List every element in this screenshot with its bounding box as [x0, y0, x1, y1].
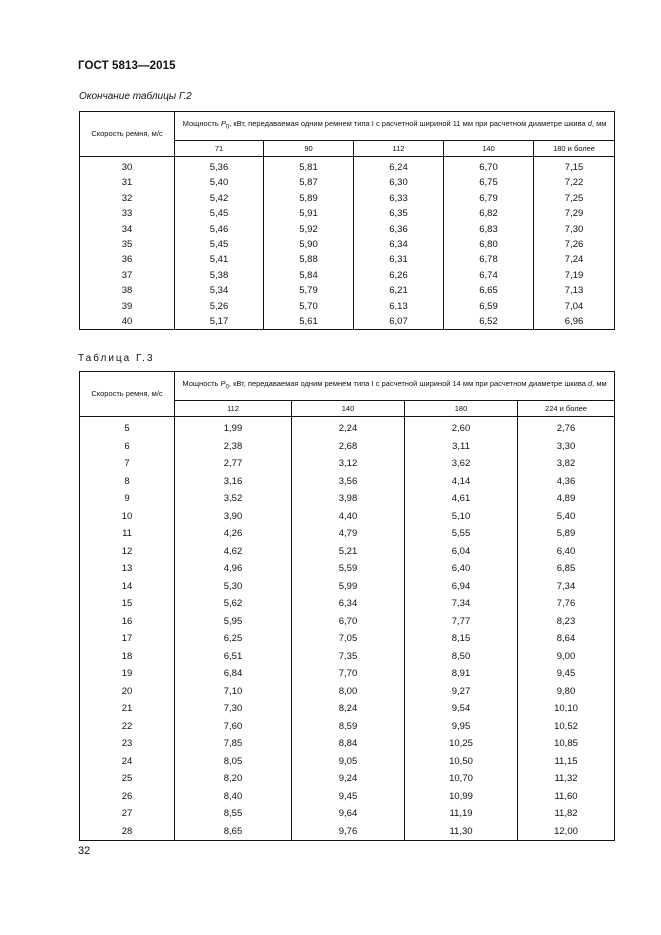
table-row — [80, 206, 615, 221]
power-cell: 6,35 — [354, 206, 444, 221]
power-cell: 10,50 — [405, 753, 518, 771]
diameter-header: 140 — [444, 141, 534, 157]
table-row — [80, 175, 615, 190]
speed-cell: 10 — [80, 508, 175, 526]
power-cell: 10,52 — [518, 718, 615, 736]
power-cell: 7,85 — [175, 735, 292, 753]
power-cell: 5,40 — [518, 508, 615, 526]
power-cell: 5,95 — [175, 613, 292, 631]
table-g3 — [79, 371, 615, 841]
table-row — [80, 268, 615, 283]
power-cell: 7,10 — [175, 683, 292, 701]
speed-cell: 7 — [80, 455, 175, 473]
power-cell: 6,94 — [405, 578, 518, 596]
table-row — [80, 252, 615, 267]
power-cell: 5,99 — [292, 578, 405, 596]
table-row — [80, 222, 615, 237]
speed-cell: 23 — [80, 735, 175, 753]
power-cell: 4,26 — [175, 525, 292, 543]
power-cell: 11,19 — [405, 805, 518, 823]
power-cell: 3,82 — [518, 455, 615, 473]
speed-cell: 9 — [80, 490, 175, 508]
power-cell: 7,70 — [292, 665, 405, 683]
speed-cell: 19 — [80, 665, 175, 683]
power-cell: 6,07 — [354, 314, 444, 330]
power-cell: 5,41 — [175, 252, 264, 267]
table-row — [80, 770, 615, 788]
speed-cell: 26 — [80, 788, 175, 806]
power-cell: 1,99 — [175, 417, 292, 438]
power-cell: 6,51 — [175, 648, 292, 666]
power-cell: 7,34 — [518, 578, 615, 596]
speed-cell: 35 — [80, 237, 175, 252]
power-cell: 2,68 — [292, 438, 405, 456]
speed-cell: 28 — [80, 823, 175, 841]
power-cell: 6,59 — [444, 299, 534, 314]
power-cell: 5,59 — [292, 560, 405, 578]
power-cell: 8,55 — [175, 805, 292, 823]
power-cell: 8,15 — [405, 630, 518, 648]
power-cell: 3,30 — [518, 438, 615, 456]
power-cell: 6,65 — [444, 283, 534, 298]
power-cell: 6,83 — [444, 222, 534, 237]
power-cell: 6,52 — [444, 314, 534, 330]
power-cell: 3,52 — [175, 490, 292, 508]
power-cell: 10,25 — [405, 735, 518, 753]
diameter-header: 112 — [354, 141, 444, 157]
table-row — [80, 237, 615, 252]
speed-cell: 11 — [80, 525, 175, 543]
power-cell: 6,24 — [354, 157, 444, 176]
power-cell: 2,77 — [175, 455, 292, 473]
diameter-header: 90 — [264, 141, 354, 157]
power-cell: 7,04 — [534, 299, 615, 314]
power-cell: 7,15 — [534, 157, 615, 176]
power-cell: 9,45 — [518, 665, 615, 683]
power-cell: 8,40 — [175, 788, 292, 806]
speed-cell: 16 — [80, 613, 175, 631]
power-cell: 6,26 — [354, 268, 444, 283]
speed-cell: 18 — [80, 648, 175, 666]
table-row — [80, 735, 615, 753]
power-cell: 5,30 — [175, 578, 292, 596]
power-cell: 4,96 — [175, 560, 292, 578]
table-row — [80, 578, 615, 596]
power-cell: 2,76 — [518, 417, 615, 438]
table-row — [80, 613, 615, 631]
power-cell: 9,24 — [292, 770, 405, 788]
power-cell: 3,12 — [292, 455, 405, 473]
power-cell: 5,88 — [264, 252, 354, 267]
power-cell: 3,98 — [292, 490, 405, 508]
speed-cell: 37 — [80, 268, 175, 283]
power-cell: 10,70 — [405, 770, 518, 788]
power-cell: 4,36 — [518, 473, 615, 491]
power-cell: 5,42 — [175, 191, 264, 206]
speed-column-header: Скорость ремня, м/с — [80, 372, 175, 417]
diameter-header: 180 — [405, 401, 518, 417]
power-cell: 2,24 — [292, 417, 405, 438]
power-cell: 8,24 — [292, 700, 405, 718]
power-cell: 7,77 — [405, 613, 518, 631]
power-cell: 8,05 — [175, 753, 292, 771]
table-row — [80, 595, 615, 613]
table-row — [80, 700, 615, 718]
power-cell: 6,80 — [444, 237, 534, 252]
power-cell: 10,85 — [518, 735, 615, 753]
power-cell: 5,61 — [264, 314, 354, 330]
speed-cell: 36 — [80, 252, 175, 267]
power-cell: 6,13 — [354, 299, 444, 314]
power-cell: 11,82 — [518, 805, 615, 823]
speed-cell: 6 — [80, 438, 175, 456]
power-cell: 8,84 — [292, 735, 405, 753]
speed-cell: 24 — [80, 753, 175, 771]
power-cell: 3,56 — [292, 473, 405, 491]
power-cell: 8,64 — [518, 630, 615, 648]
power-cell: 9,95 — [405, 718, 518, 736]
power-cell: 5,17 — [175, 314, 264, 330]
power-cell: 9,27 — [405, 683, 518, 701]
power-cell: 5,92 — [264, 222, 354, 237]
power-cell: 11,60 — [518, 788, 615, 806]
power-cell: 10,10 — [518, 700, 615, 718]
power-cell: 5,36 — [175, 157, 264, 176]
diameter-header: 112 — [175, 401, 292, 417]
table-row — [80, 157, 615, 176]
power-cell: 7,60 — [175, 718, 292, 736]
power-cell: 8,20 — [175, 770, 292, 788]
speed-column-header: Скорость ремня, м/с — [80, 112, 175, 157]
diameter-header: 180 и более — [534, 141, 615, 157]
power-cell: 2,38 — [175, 438, 292, 456]
power-cell: 5,26 — [175, 299, 264, 314]
power-cell: 6,96 — [534, 314, 615, 330]
table-row — [80, 788, 615, 806]
power-cell: 11,30 — [405, 823, 518, 841]
power-cell: 4,79 — [292, 525, 405, 543]
power-cell: 9,05 — [292, 753, 405, 771]
power-cell: 5,70 — [264, 299, 354, 314]
table-row — [80, 508, 615, 526]
power-cell: 6,30 — [354, 175, 444, 190]
speed-cell: 34 — [80, 222, 175, 237]
speed-cell: 17 — [80, 630, 175, 648]
table-g2-caption: Окончание таблицы Г.2 — [79, 91, 192, 102]
power-cell: 7,19 — [534, 268, 615, 283]
power-cell: 7,25 — [534, 191, 615, 206]
table-row — [80, 683, 615, 701]
table-g2 — [79, 111, 615, 330]
power-cell: 7,22 — [534, 175, 615, 190]
power-cell: 5,34 — [175, 283, 264, 298]
power-cell: 7,24 — [534, 252, 615, 267]
speed-cell: 8 — [80, 473, 175, 491]
power-cell: 3,62 — [405, 455, 518, 473]
table-row — [80, 805, 615, 823]
table-row — [80, 823, 615, 841]
power-cell: 6,70 — [292, 613, 405, 631]
power-cell: 11,32 — [518, 770, 615, 788]
table-row — [80, 490, 615, 508]
power-cell: 6,40 — [518, 543, 615, 561]
speed-cell: 15 — [80, 595, 175, 613]
power-cell: 9,54 — [405, 700, 518, 718]
power-cell: 7,30 — [534, 222, 615, 237]
table-row — [80, 648, 615, 666]
power-cell: 9,00 — [518, 648, 615, 666]
power-cell: 7,26 — [534, 237, 615, 252]
power-cell: 6,33 — [354, 191, 444, 206]
power-cell: 5,40 — [175, 175, 264, 190]
power-cell: 4,61 — [405, 490, 518, 508]
table-row — [80, 299, 615, 314]
power-cell: 7,34 — [405, 595, 518, 613]
power-cell: 6,04 — [405, 543, 518, 561]
speed-cell: 21 — [80, 700, 175, 718]
table-row — [80, 560, 615, 578]
power-cell: 9,64 — [292, 805, 405, 823]
power-cell: 5,62 — [175, 595, 292, 613]
power-cell: 5,45 — [175, 206, 264, 221]
power-cell: 5,89 — [264, 191, 354, 206]
diameter-header: 224 и более — [518, 401, 615, 417]
speed-cell: 12 — [80, 543, 175, 561]
table-row — [80, 438, 615, 456]
power-column-header: Мощность $P_0$, кВт, передаваемая одним ремнем типа I с расчетной шириной 11 мм при расчетном диаметре шкива d, мм — [175, 112, 615, 141]
power-cell: 7,76 — [518, 595, 615, 613]
power-cell: 6,74 — [444, 268, 534, 283]
speed-cell: 22 — [80, 718, 175, 736]
power-cell: 9,80 — [518, 683, 615, 701]
power-cell: 9,76 — [292, 823, 405, 841]
speed-cell: 38 — [80, 283, 175, 298]
power-cell: 8,23 — [518, 613, 615, 631]
power-cell: 6,70 — [444, 157, 534, 176]
table-row — [80, 283, 615, 298]
power-cell: 7,35 — [292, 648, 405, 666]
power-cell: 7,29 — [534, 206, 615, 221]
diameter-header: 140 — [292, 401, 405, 417]
power-cell: 6,36 — [354, 222, 444, 237]
power-cell: 3,90 — [175, 508, 292, 526]
power-cell: 5,38 — [175, 268, 264, 283]
table-row — [80, 473, 615, 491]
power-cell: 5,55 — [405, 525, 518, 543]
table-row — [80, 753, 615, 771]
speed-cell: 25 — [80, 770, 175, 788]
power-cell: 5,79 — [264, 283, 354, 298]
speed-cell: 14 — [80, 578, 175, 596]
table-row — [80, 314, 615, 330]
power-cell: 8,00 — [292, 683, 405, 701]
power-cell: 4,40 — [292, 508, 405, 526]
power-cell: 9,45 — [292, 788, 405, 806]
table-row — [80, 191, 615, 206]
speed-cell: 33 — [80, 206, 175, 221]
power-cell: 8,91 — [405, 665, 518, 683]
power-cell: 7,30 — [175, 700, 292, 718]
table-row — [80, 718, 615, 736]
power-cell: 6,21 — [354, 283, 444, 298]
power-cell: 5,91 — [264, 206, 354, 221]
power-cell: 7,13 — [534, 283, 615, 298]
power-cell: 5,21 — [292, 543, 405, 561]
table-g3-caption: Таблица Г.3 — [78, 353, 155, 364]
speed-cell: 32 — [80, 191, 175, 206]
power-cell: 6,75 — [444, 175, 534, 190]
power-cell: 11,15 — [518, 753, 615, 771]
power-cell: 5,89 — [518, 525, 615, 543]
power-cell: 6,34 — [292, 595, 405, 613]
speed-cell: 39 — [80, 299, 175, 314]
speed-cell: 20 — [80, 683, 175, 701]
power-cell: 6,85 — [518, 560, 615, 578]
power-cell: 10,99 — [405, 788, 518, 806]
power-cell: 8,65 — [175, 823, 292, 841]
power-cell: 2,60 — [405, 417, 518, 438]
power-cell: 5,87 — [264, 175, 354, 190]
speed-cell: 13 — [80, 560, 175, 578]
power-cell: 8,59 — [292, 718, 405, 736]
power-cell: 12,00 — [518, 823, 615, 841]
table-row — [80, 665, 615, 683]
power-cell: 5,45 — [175, 237, 264, 252]
power-cell: 5,46 — [175, 222, 264, 237]
power-cell: 4,14 — [405, 473, 518, 491]
power-cell: 5,84 — [264, 268, 354, 283]
table-row — [80, 455, 615, 473]
table-row — [80, 543, 615, 561]
power-cell: 6,84 — [175, 665, 292, 683]
speed-cell: 27 — [80, 805, 175, 823]
power-cell: 8,50 — [405, 648, 518, 666]
power-cell: 6,34 — [354, 237, 444, 252]
power-column-header: Мощность $P_0$, кВт, передаваемая одним ремнем типа I с расчетной шириной 14 мм при расчетном диаметре шкива d, мм — [175, 372, 615, 401]
table-row — [80, 417, 615, 438]
page-number: 32 — [78, 845, 91, 857]
power-cell: 6,25 — [175, 630, 292, 648]
power-cell: 4,62 — [175, 543, 292, 561]
power-cell: 6,40 — [405, 560, 518, 578]
power-cell: 6,78 — [444, 252, 534, 267]
speed-cell: 40 — [80, 314, 175, 330]
power-cell: 3,16 — [175, 473, 292, 491]
power-cell: 7,05 — [292, 630, 405, 648]
power-cell: 5,90 — [264, 237, 354, 252]
speed-cell: 30 — [80, 157, 175, 176]
power-cell: 3,11 — [405, 438, 518, 456]
power-cell: 6,82 — [444, 206, 534, 221]
power-cell: 5,10 — [405, 508, 518, 526]
diameter-header: 71 — [175, 141, 264, 157]
speed-cell: 31 — [80, 175, 175, 190]
power-cell: 6,79 — [444, 191, 534, 206]
power-cell: 5,81 — [264, 157, 354, 176]
power-cell: 4,89 — [518, 490, 615, 508]
table-row — [80, 525, 615, 543]
power-cell: 6,31 — [354, 252, 444, 267]
document-header: ГОСТ 5813—2015 — [78, 60, 176, 72]
speed-cell: 5 — [80, 417, 175, 438]
table-row — [80, 630, 615, 648]
